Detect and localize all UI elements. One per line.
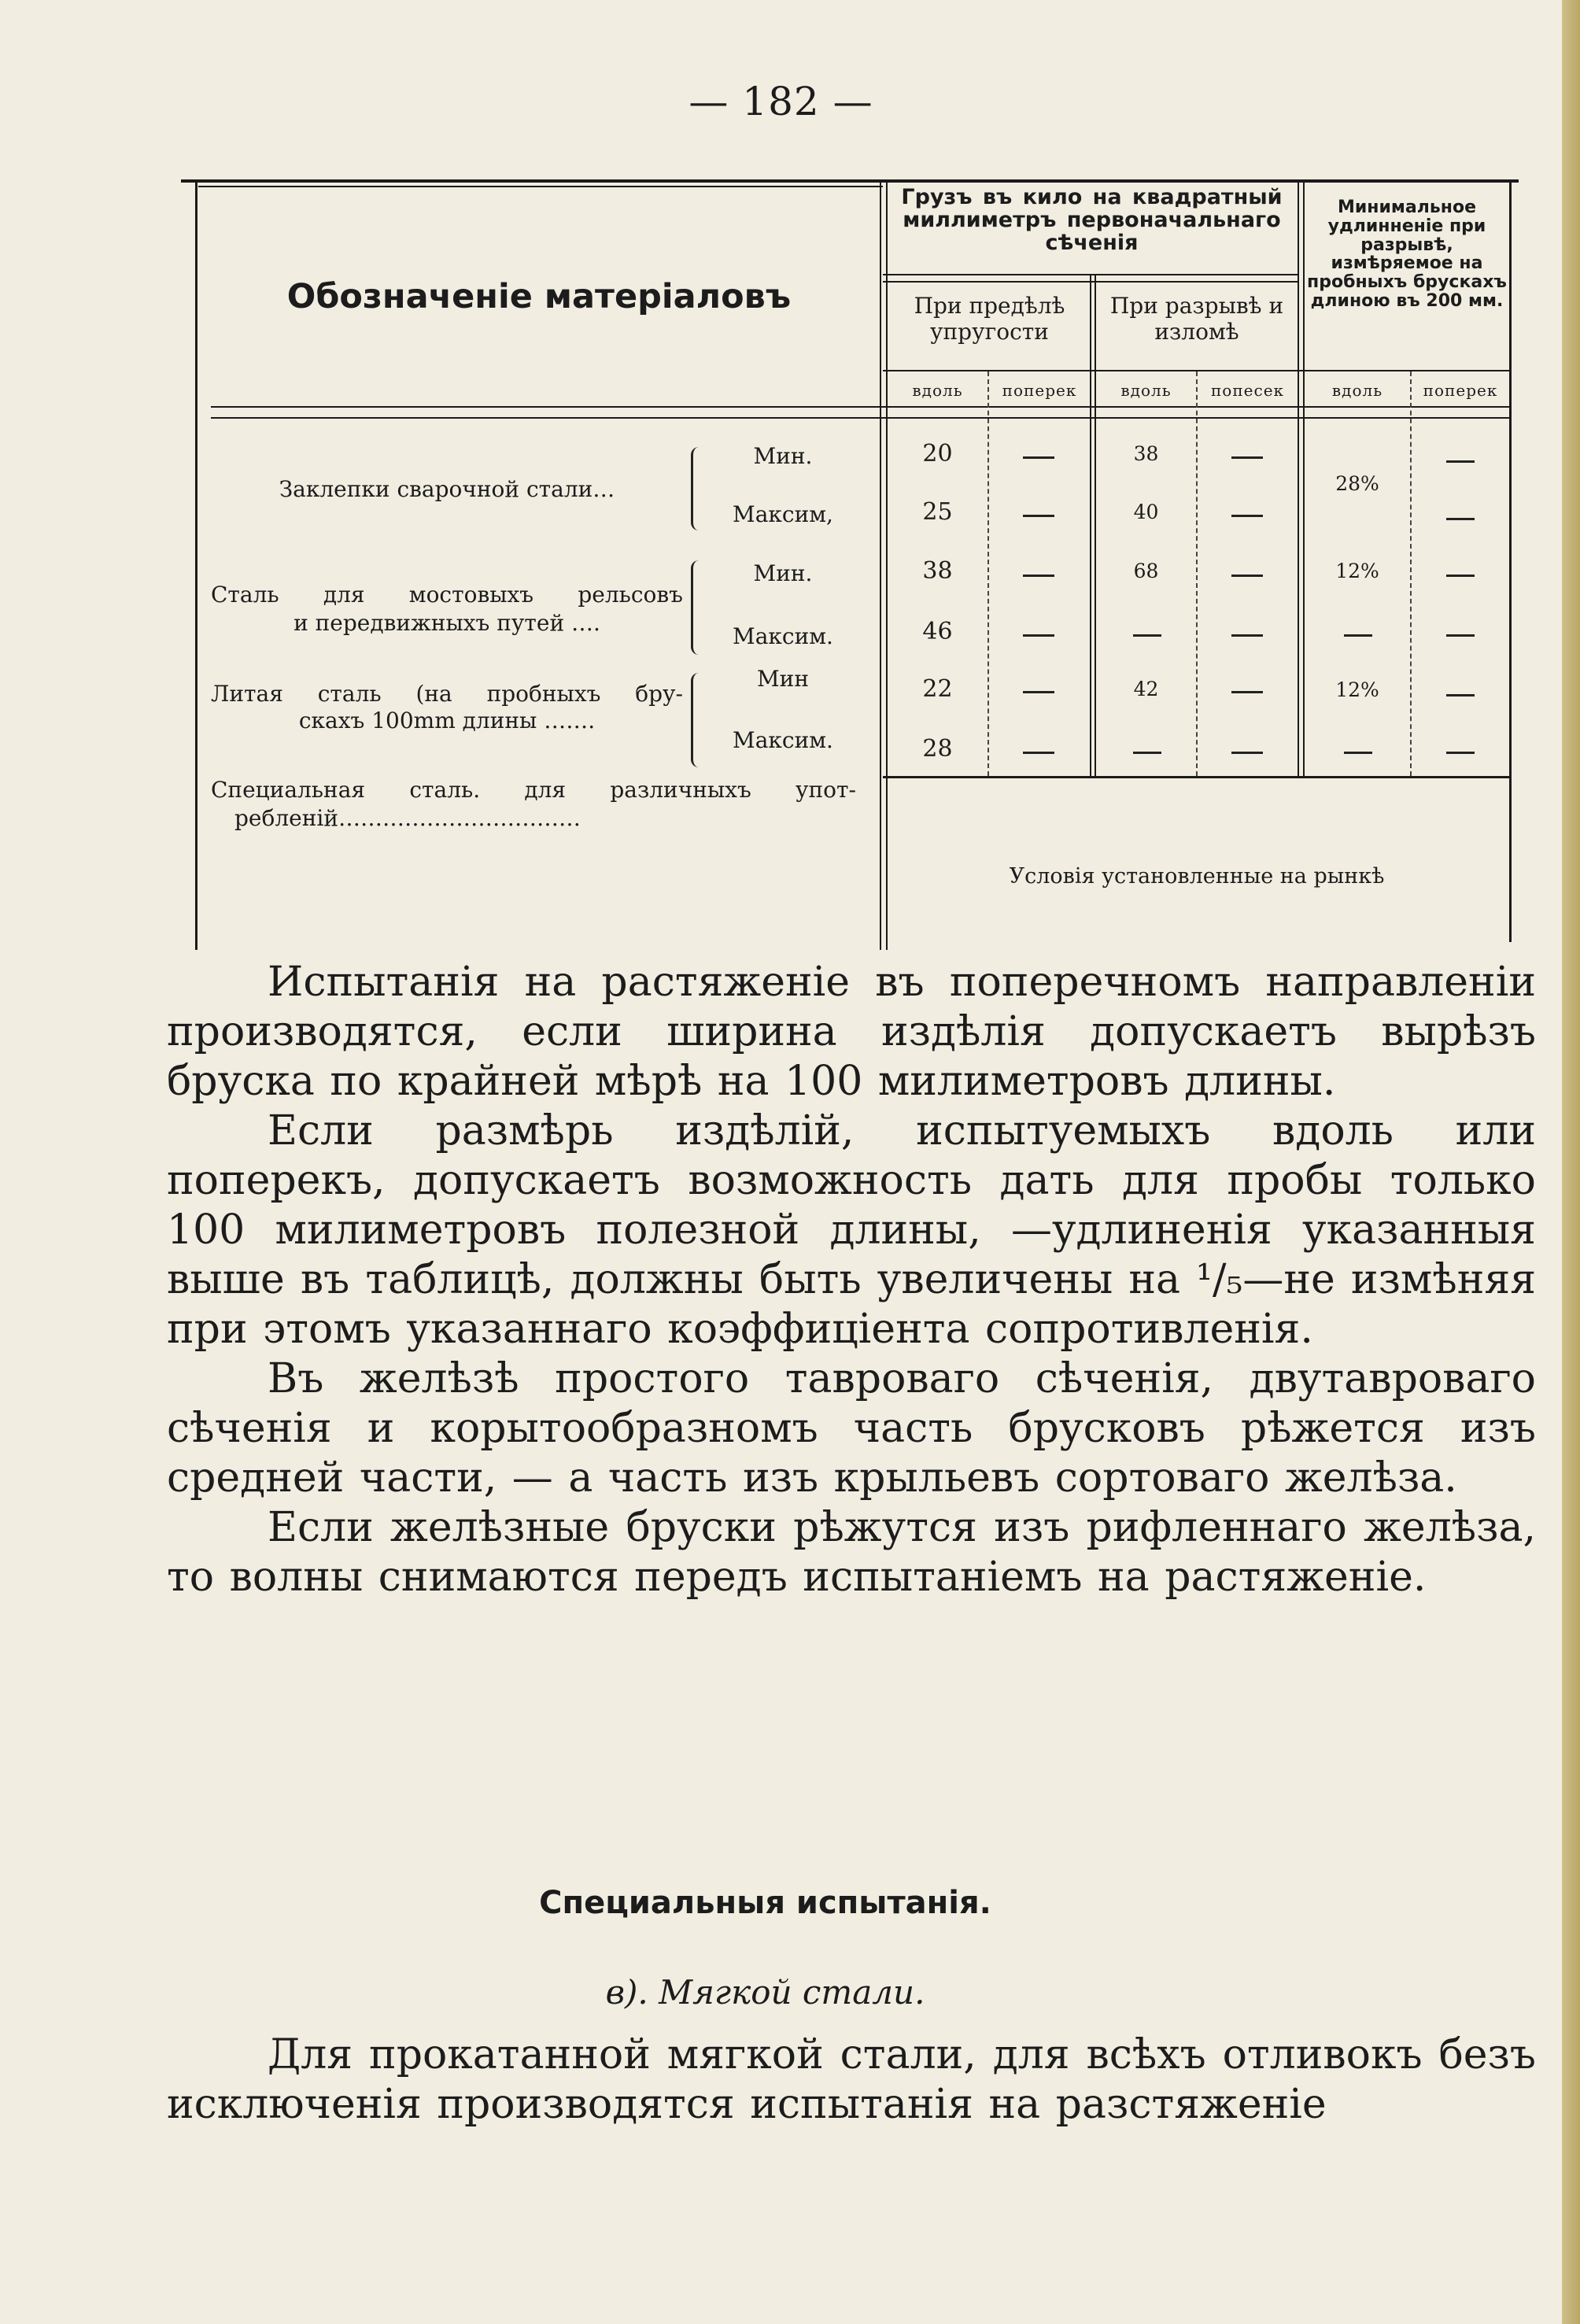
cell-elongation-across: [1446, 634, 1475, 637]
row-label-max: Максим.: [733, 727, 833, 753]
row-label-min: Мин.: [753, 443, 813, 469]
cell-elongation-along: 12%: [1335, 560, 1379, 582]
header-dir-across-3: поперек: [1423, 381, 1498, 400]
cell-elastic-along: 46: [922, 618, 953, 645]
header-dir-along-3: вдоль: [1331, 381, 1383, 400]
header-dir-along-2: вдоль: [1120, 381, 1172, 400]
header-material: Обозначеніе матеріаловъ: [286, 277, 792, 316]
header-bottom-rule-2: [211, 417, 1511, 419]
table-right-rule: [1509, 183, 1512, 942]
across-col-dash-2: [1196, 371, 1198, 776]
cell-elongation-along: [1344, 634, 1372, 637]
header-break: При разрывѣ и изломѣ: [1109, 293, 1284, 345]
material-rail-steel-line-1: Сталь для мостовыхъ рельсовъ: [211, 582, 683, 608]
across-col-dash-1: [988, 371, 989, 776]
elongation-col-rule: [1298, 183, 1299, 776]
cell-break-along: [1133, 752, 1161, 754]
cell-break-across: [1231, 456, 1263, 459]
elastic-col-rule-2: [1095, 275, 1096, 776]
row-label-max: Максим.: [733, 623, 833, 649]
cell-elastic-along: 38: [922, 557, 953, 585]
cell-break-across: [1231, 575, 1263, 577]
header-elastic: При предѣлѣ упругости: [914, 293, 1065, 345]
header-dir-across-1: поперек: [1002, 381, 1077, 400]
material-special-steel-line-1: Специальная сталь. для различныхъ упот-: [211, 777, 856, 803]
cell-elastic-across: [1023, 634, 1054, 637]
row-label-max: Максим,: [733, 501, 833, 527]
cell-elongation-across: [1446, 575, 1475, 577]
cell-break-along: 38: [1133, 442, 1159, 465]
table-top-rule-inner: [198, 186, 883, 187]
cell-break-across: [1231, 691, 1263, 693]
cell-elongation-across: [1446, 518, 1475, 520]
cell-elastic-across: [1023, 515, 1054, 517]
market-conditions: Условія установленные на рынкѣ: [1009, 864, 1385, 889]
row-brace: [691, 673, 707, 767]
page-number: — 182 —: [688, 79, 873, 124]
section-heading: Специальныя испытанія.: [539, 1885, 991, 1921]
paragraph: Испытанія на растяженіе въ поперечномъ направленіи производятся, если ширина издѣлія допускаетъ вырѣзъ бруска по крайней мѣрѣ на 100 милиметровъ длины.: [167, 959, 1536, 1105]
material-rail-steel-line-2: и передвижныхъ путей ….: [293, 610, 600, 636]
header-load: Грузъ въ кило на квадратный миллиметръ первоначальнаго сѣченія: [901, 185, 1283, 256]
cell-elastic-across: [1023, 456, 1054, 459]
row-label-min: Мин: [757, 666, 809, 692]
header-elongation: Минимальное удлинненіе при разрывѣ, измѣряемое на пробныхъ брускахъ длиною въ 200 мм.: [1307, 198, 1507, 311]
material-special-steel-line-2: ребленій……………………………: [234, 805, 581, 831]
material-rivet-steel: Заклепки сварочной стали…: [279, 476, 615, 502]
cell-elongation-along: [1344, 752, 1372, 754]
header-dir-across-2: попесек: [1210, 381, 1285, 400]
cell-elastic-across: [1023, 691, 1054, 693]
body-text: [167, 958, 1536, 1602]
cell-elongation-across: [1446, 460, 1475, 463]
across-col-dash-3: [1410, 371, 1412, 776]
paragraph: Для прокатанной мягкой стали, для всѣхъ отливокъ безъ исключенія производятся испытанія на разстяженіе: [167, 2031, 1536, 2128]
paragraph: Если размѣрь издѣлій, испытуемыхъ вдоль или поперекъ, допускаетъ возможность дать для пробы только 100 милиметровъ полезной длины, —удлиненія указанныя выше въ таблицѣ, должны быть увеличены на ¹/₅—не измѣняя при этомъ указаннаго коэффиціента сопротивленія.: [167, 1107, 1536, 1353]
cell-break-along: 68: [1133, 560, 1159, 582]
row-brace: [691, 447, 707, 530]
cell-break-along: [1133, 634, 1161, 637]
material-cast-steel-line-1: Литая сталь (на пробныхъ бру-: [211, 681, 683, 707]
cell-elastic-along: 22: [922, 675, 953, 703]
cell-break-across: [1231, 752, 1263, 754]
elastic-col-rule: [1090, 275, 1091, 776]
data-bottom-rule: [883, 776, 1511, 778]
header-dir-along-1: вдоль: [912, 381, 963, 400]
page-edge: [1562, 0, 1580, 2324]
cell-break-across: [1231, 515, 1263, 517]
cell-break-along: 40: [1133, 501, 1159, 523]
materials-table: [0, 0, 1562, 952]
header-bottom-rule: [211, 406, 1511, 408]
paragraph: Въ желѣзѣ простого тавроваго сѣченія, двутавроваго сѣченія и корытообразномъ часть брусковъ рѣжется изъ средней части, — а часть изъ крыльевъ сортоваго желѣза.: [167, 1355, 1536, 1502]
row-brace: [691, 560, 707, 655]
table-top-rule: [181, 179, 1519, 183]
body-text-continued: [167, 2030, 1536, 2130]
cell-break-across: [1231, 634, 1263, 637]
cell-elastic-along: 25: [922, 498, 953, 526]
cell-elastic-across: [1023, 575, 1054, 577]
cell-elastic-along: 28: [922, 735, 953, 763]
paragraph: Если желѣзные бруски рѣжутся изъ рифленнаго желѣза, то волны снимаются передъ испытаніемъ на растяженіе.: [167, 1504, 1536, 1601]
cell-elongation-along: 28%: [1335, 472, 1379, 495]
section-subheading: в). Мягкой стали.: [605, 1973, 925, 2012]
material-cast-steel-line-2: скахъ 100mm длины …….: [298, 708, 596, 733]
cell-elongation-across: [1446, 752, 1475, 754]
cell-elastic-along: 20: [922, 440, 953, 467]
cell-elongation-along: 12%: [1335, 678, 1379, 701]
cell-elongation-across: [1446, 694, 1475, 696]
cell-elastic-across: [1023, 752, 1054, 754]
row-label-min: Мин.: [753, 560, 813, 586]
cell-break-along: 42: [1133, 678, 1159, 700]
